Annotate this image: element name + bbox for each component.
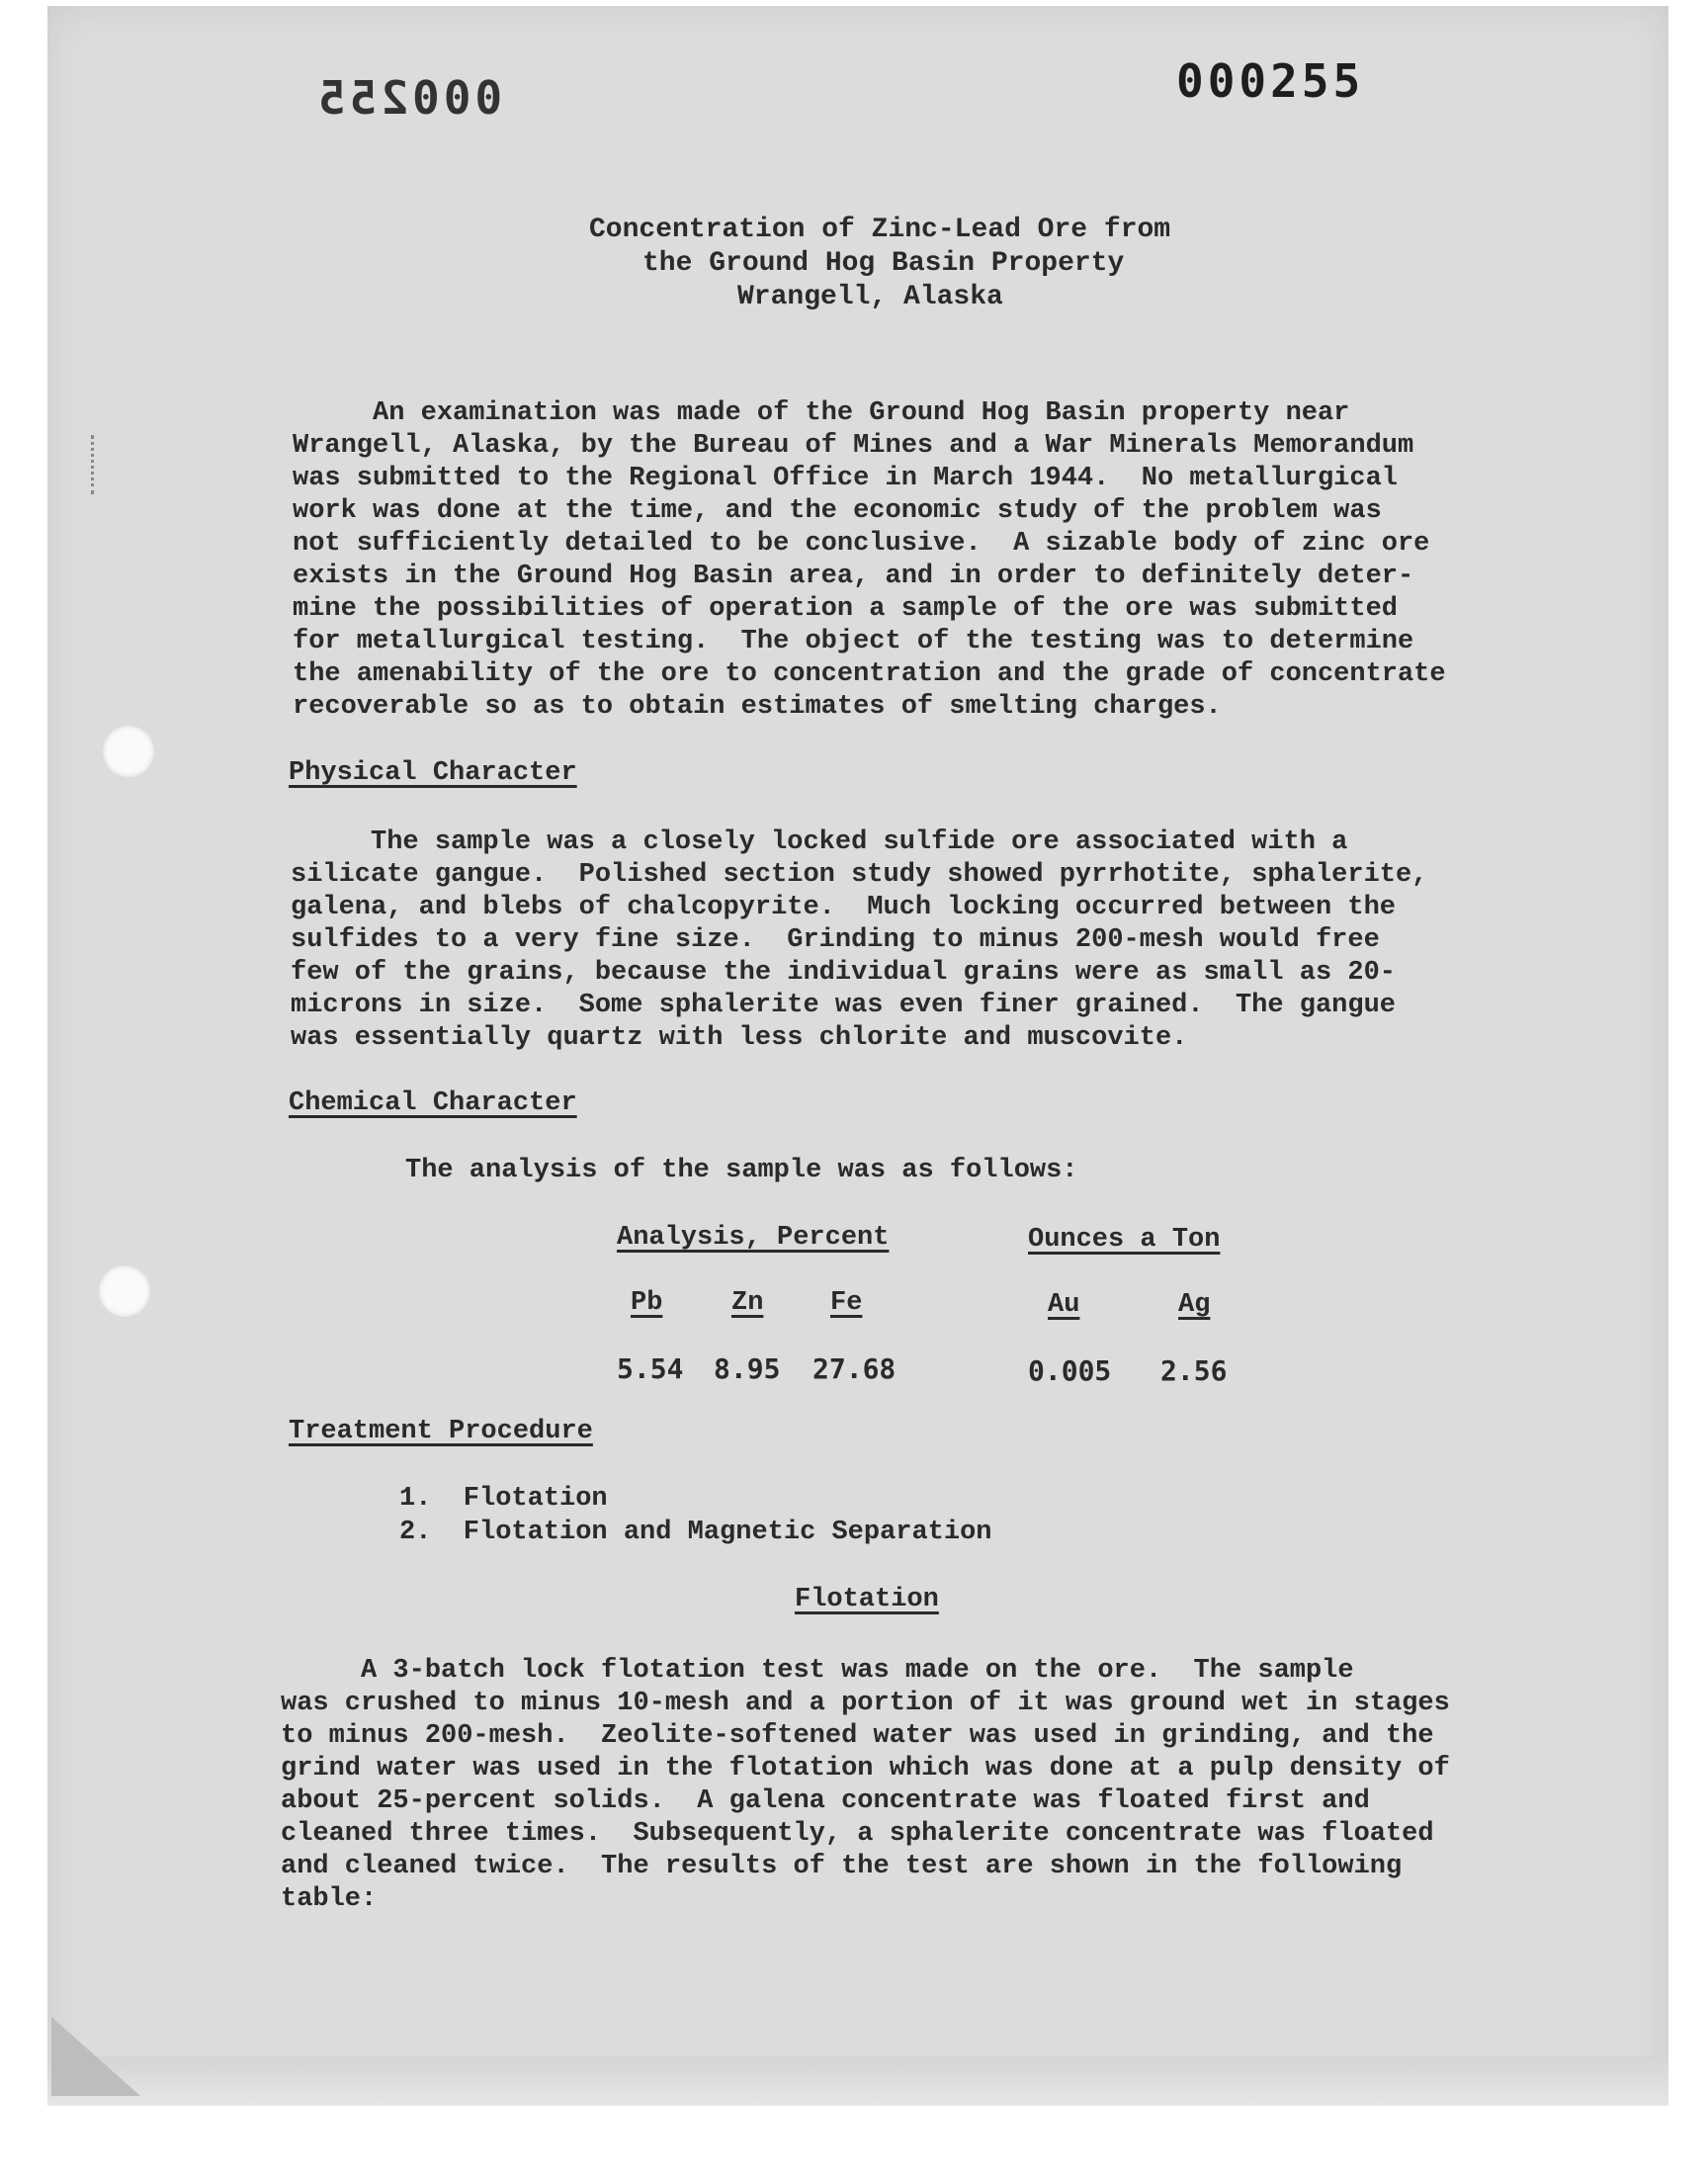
col-pb: Pb bbox=[631, 1288, 663, 1318]
analysis-intro: The analysis of the sample was as follows: bbox=[405, 1156, 1078, 1185]
physical-character-heading: Physical Character bbox=[289, 758, 577, 788]
paper-bottom-edge bbox=[47, 2056, 1668, 2106]
col-fe: Fe bbox=[830, 1288, 863, 1318]
physical-line: silicate gangue. Polished section study showed pyrrhotite, sphalerite, bbox=[291, 860, 1428, 890]
value-ag: 2.56 bbox=[1160, 1354, 1228, 1387]
intro-line: An examination was made of the Ground Hog Basin property near bbox=[293, 398, 1350, 428]
flotation-line: was crushed to minus 10-mesh and a portion of it was ground wet in stages bbox=[281, 1689, 1450, 1718]
title-line-3: Wrangell, Alaska bbox=[737, 282, 1003, 312]
title-line-1: Concentration of Zinc-Lead Ore from bbox=[589, 215, 1171, 245]
flotation-heading: Flotation bbox=[795, 1585, 939, 1614]
intro-line: was submitted to the Regional Office in March 1944. No metallurgical bbox=[293, 464, 1398, 493]
intro-line: exists in the Ground Hog Basin area, and in order to definitely deter- bbox=[293, 562, 1414, 591]
intro-line: mine the possibilities of operation a sample of the ore was submitted bbox=[293, 594, 1398, 624]
flotation-line: cleaned three times. Subsequently, a sphalerite concentrate was floated bbox=[281, 1819, 1434, 1849]
folded-corner bbox=[51, 2017, 140, 2096]
ounces-a-ton-header: Ounces a Ton bbox=[1028, 1225, 1221, 1255]
intro-line: work was done at the time, and the economic study of the problem was bbox=[293, 496, 1382, 526]
flotation-line: about 25-percent solids. A galena concentrate was floated first and bbox=[281, 1786, 1370, 1816]
margin-marks bbox=[91, 435, 100, 494]
flotation-line: table: bbox=[281, 1884, 378, 1914]
analysis-percent-header: Analysis, Percent bbox=[617, 1223, 890, 1253]
value-zn: 8.95 bbox=[714, 1352, 781, 1385]
value-fe: 27.68 bbox=[812, 1352, 897, 1385]
title-line-2: the Ground Hog Basin Property bbox=[642, 248, 1125, 279]
flotation-line: grind water was used in the flotation which was done at a pulp density of bbox=[281, 1754, 1450, 1784]
mirrored-page-number-stamp: 000255 bbox=[314, 71, 503, 125]
punch-hole-bottom bbox=[99, 1265, 150, 1317]
col-ag: Ag bbox=[1178, 1290, 1211, 1320]
treatment-item-2: 2. Flotation and Magnetic Separation bbox=[399, 1518, 992, 1547]
flotation-line: A 3-batch lock flotation test was made on the ore. The sample bbox=[281, 1656, 1354, 1686]
value-au: 0.005 bbox=[1028, 1354, 1112, 1387]
physical-line: was essentially quartz with less chlorite and muscovite. bbox=[291, 1023, 1188, 1053]
treatment-item-1: 1. Flotation bbox=[399, 1484, 608, 1514]
col-zn: Zn bbox=[731, 1288, 764, 1318]
physical-line: galena, and blebs of chalcopyrite. Much locking occurred between the bbox=[291, 893, 1396, 922]
punch-hole-top bbox=[103, 726, 154, 777]
physical-line: sulfides to a very fine size. Grinding to minus 200-mesh would free bbox=[291, 925, 1380, 955]
intro-line: the amenability of the ore to concentration and the grade of concentrate bbox=[293, 659, 1446, 689]
intro-line: for metallurgical testing. The object of the testing was to determine bbox=[293, 627, 1414, 656]
chemical-character-heading: Chemical Character bbox=[289, 1088, 577, 1118]
intro-line: not sufficiently detailed to be conclusive. A sizable body of zinc ore bbox=[293, 529, 1430, 559]
page-number-stamp: 000255 bbox=[1176, 54, 1365, 108]
physical-line: microns in size. Some sphalerite was even finer grained. The gangue bbox=[291, 991, 1396, 1020]
value-pb: 5.54 bbox=[617, 1352, 684, 1385]
intro-line: Wrangell, Alaska, by the Bureau of Mines and a War Minerals Memorandum bbox=[293, 431, 1414, 461]
flotation-line: to minus 200-mesh. Zeolite-softened water was used in grinding, and the bbox=[281, 1721, 1434, 1751]
physical-line: few of the grains, because the individual grains were as small as 20- bbox=[291, 958, 1396, 988]
intro-line: recoverable so as to obtain estimates of smelting charges. bbox=[293, 692, 1222, 722]
flotation-line: and cleaned twice. The results of the test are shown in the following bbox=[281, 1852, 1403, 1881]
col-au: Au bbox=[1048, 1290, 1080, 1320]
physical-line: The sample was a closely locked sulfide ore associated with a bbox=[291, 827, 1348, 857]
treatment-procedure-heading: Treatment Procedure bbox=[289, 1417, 593, 1446]
